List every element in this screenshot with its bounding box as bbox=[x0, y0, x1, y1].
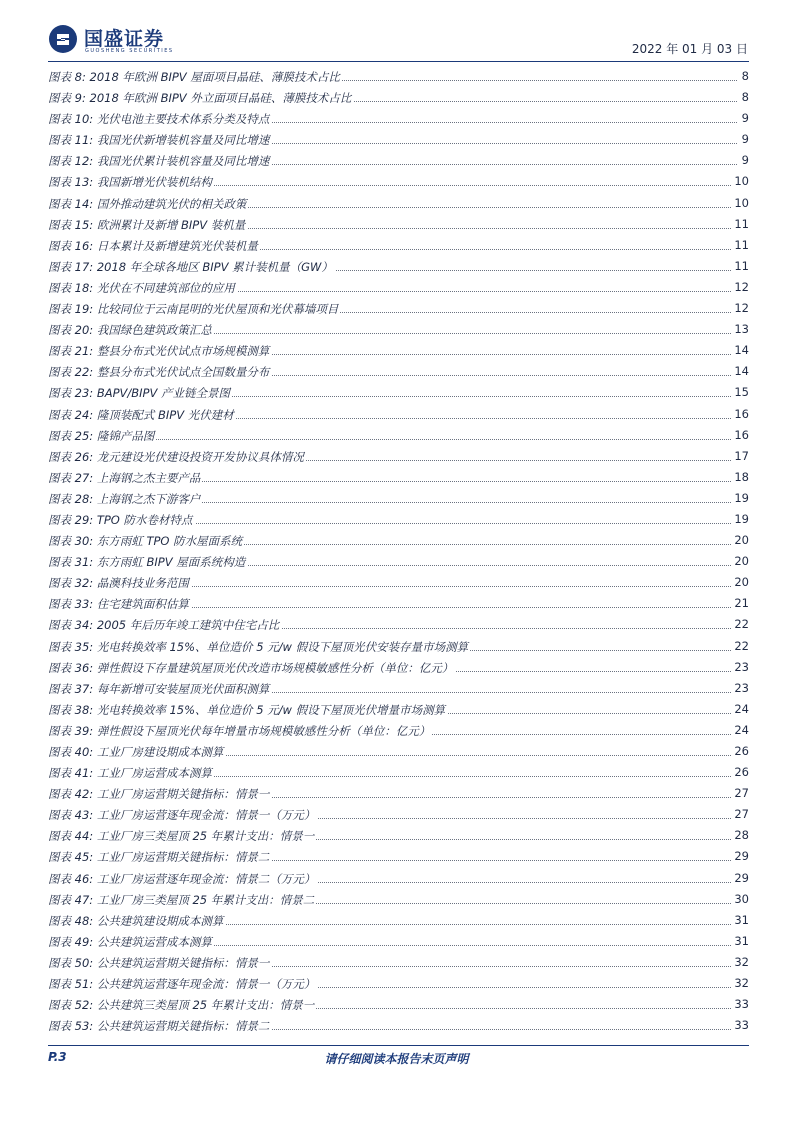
toc-entry-label: 图表 39: 弹性假设下屋顶光伏每年增量市场规模敏感性分析（单位：亿元） bbox=[48, 723, 431, 738]
toc-entry[interactable] bbox=[48, 149, 749, 170]
toc-entry-page: 20 bbox=[734, 554, 749, 569]
toc-entry-page: 23 bbox=[734, 659, 749, 674]
toc-entry[interactable] bbox=[48, 360, 749, 381]
toc-entry-label: 图表 27: 上海钢之杰主要产品 bbox=[48, 470, 201, 485]
toc-entry-page: 9 bbox=[741, 132, 749, 147]
toc-entry-page: 24 bbox=[734, 701, 749, 716]
toc-entry[interactable] bbox=[48, 255, 749, 276]
toc-entry[interactable] bbox=[48, 445, 749, 466]
toc-entry-page: 12 bbox=[734, 279, 749, 294]
toc-entry[interactable] bbox=[48, 888, 749, 909]
toc-entry-label: 图表 37: 每年新增可安装屋顶光伏面积测算 bbox=[48, 681, 270, 696]
toc-entry-page: 18 bbox=[734, 469, 749, 484]
brand-name: 国盛证券 bbox=[84, 28, 165, 50]
toc-entry[interactable] bbox=[48, 128, 749, 149]
toc-entry-label: 图表 35: 光电转换效率 15%、单位造价 5 元/w 假设下屋顶光伏安装存量市场测算 bbox=[48, 639, 469, 654]
footer-disclaimer: 请仔细阅读本报告末页声明 bbox=[324, 1052, 469, 1066]
toc-entry-page: 10 bbox=[734, 195, 749, 210]
toc-entry-page: 11 bbox=[734, 237, 749, 252]
header-divider bbox=[48, 61, 749, 62]
toc-entry-label: 图表 40: 工业厂房建设期成本测算 bbox=[48, 745, 224, 759]
toc-entry[interactable] bbox=[48, 86, 749, 107]
toc-entry-page: 9 bbox=[741, 111, 749, 126]
toc-entry-page: 14 bbox=[734, 364, 749, 379]
toc-entry[interactable] bbox=[48, 803, 749, 824]
toc-entry-page: 19 bbox=[734, 511, 749, 526]
toc-entry[interactable] bbox=[48, 719, 749, 740]
toc-entry-page: 33 bbox=[734, 997, 749, 1012]
toc-entry[interactable] bbox=[48, 867, 749, 888]
toc-entry[interactable] bbox=[48, 782, 749, 803]
toc-entry-label: 图表 20: 我国绿色建筑政策汇总 bbox=[48, 323, 212, 338]
brand-subtitle: GUOSHENG SECURITIES bbox=[85, 48, 174, 54]
toc-entry[interactable] bbox=[48, 635, 749, 656]
toc-entry-label: 图表 50: 公共建筑运营期关键指标：情景一 bbox=[48, 955, 270, 970]
toc-entry-label: 图表 46: 工业厂房运营逐年现金流：情景二（万元） bbox=[48, 871, 316, 886]
toc-entry-label: 图表 16: 日本累计及新增建筑光伏装机量 bbox=[48, 238, 258, 253]
toc-entry[interactable] bbox=[48, 761, 749, 782]
toc-entry-page: 32 bbox=[734, 954, 749, 969]
toc-entry[interactable] bbox=[48, 276, 749, 297]
toc-entry-page: 12 bbox=[734, 301, 749, 316]
toc-entry[interactable] bbox=[48, 845, 749, 866]
toc-entry-label: 图表 42: 工业厂房运营期关键指标：情景一 bbox=[48, 787, 270, 802]
toc-entry-page: 33 bbox=[734, 1018, 749, 1033]
toc-entry-label: 图表 44: 工业厂房三类屋顶 25 年累计支出：情景一 bbox=[48, 829, 315, 844]
toc-entry-page: 26 bbox=[734, 744, 749, 758]
toc-entry-label: 图表 10: 光伏电池主要技术体系分类及特点 bbox=[48, 112, 270, 127]
toc-entry-label: 图表 15: 欧洲累计及新增 BIPV 装机量 bbox=[48, 217, 246, 232]
toc-entry[interactable] bbox=[48, 1014, 749, 1035]
toc-entry-label: 图表 8: 2018 年欧洲 BIPV 屋面项目晶硅、薄膜技术占比 bbox=[48, 70, 340, 84]
toc-entry-label: 图表 29: TPO 防水卷材特点 bbox=[48, 512, 193, 527]
toc-entry[interactable] bbox=[48, 107, 749, 128]
toc-entry-page: 20 bbox=[734, 575, 749, 590]
toc-entry[interactable] bbox=[48, 297, 749, 318]
toc-entry-label: 图表 18: 光伏在不同建筑部位的应用 bbox=[48, 280, 235, 295]
toc-entry-label: 图表 22: 整县分布式光伏试点全国数量分布 bbox=[48, 365, 270, 380]
toc-entry-page: 8 bbox=[741, 69, 749, 83]
toc-entry-page: 11 bbox=[734, 216, 749, 231]
toc-entry-label: 图表 38: 光电转换效率 15%、单位造价 5 元/w 假设下屋顶光伏增量市场测算 bbox=[48, 702, 446, 717]
toc-entry[interactable] bbox=[48, 951, 749, 972]
toc-entry[interactable] bbox=[48, 192, 749, 213]
toc-entry-label: 图表 52: 公共建筑三类屋顶 25 年累计支出：情景一 bbox=[48, 998, 315, 1013]
toc-entry-label: 图表 31: 东方雨虹 BIPV 屋面系统构造 bbox=[48, 555, 246, 570]
toc-entry-label: 图表 24: 隆顶装配式 BIPV 光伏建材 bbox=[48, 407, 234, 422]
toc-entry-label: 图表 34: 2005 年后历年竣工建筑中住宅占比 bbox=[48, 618, 280, 633]
toc-entry-label: 图表 53: 公共建筑运营期关键指标：情景二 bbox=[48, 1019, 270, 1034]
toc-entry-label: 图表 21: 整县分布式光伏试点市场规模测算 bbox=[48, 344, 270, 359]
toc-entry-label: 图表 9: 2018 年欧洲 BIPV 外立面项目晶硅、薄膜技术占比 bbox=[48, 91, 352, 106]
toc-entry[interactable] bbox=[48, 972, 749, 993]
toc-entry[interactable] bbox=[48, 508, 749, 529]
toc-entry-label: 图表 13: 我国新增光伏装机结构 bbox=[48, 175, 212, 190]
toc-entry[interactable] bbox=[48, 424, 749, 445]
toc-entry-page: 28 bbox=[734, 828, 749, 843]
toc-entry[interactable] bbox=[48, 677, 749, 698]
page-number: P.3 bbox=[48, 1050, 67, 1064]
toc-entry[interactable] bbox=[48, 529, 749, 550]
toc-entry[interactable] bbox=[48, 656, 749, 677]
toc-entry-label: 图表 12: 我国光伏累计装机容量及同比增速 bbox=[48, 154, 270, 169]
toc-entry-page: 16 bbox=[734, 406, 749, 421]
toc-entry-page: 29 bbox=[734, 849, 749, 864]
toc-entry-page: 27 bbox=[734, 786, 749, 801]
toc-entry[interactable] bbox=[48, 213, 749, 234]
toc-entry-page: 31 bbox=[734, 912, 749, 927]
page-header bbox=[48, 22, 748, 62]
toc-entry[interactable] bbox=[48, 613, 749, 634]
toc-entry[interactable] bbox=[48, 930, 749, 951]
toc-entry-page: 24 bbox=[734, 722, 749, 737]
toc-entry[interactable] bbox=[48, 592, 749, 613]
toc-entry-page: 20 bbox=[734, 533, 749, 548]
toc-entry-label: 图表 43: 工业厂房运营逐年现金流：情景一（万元） bbox=[48, 808, 316, 823]
toc-entry-page: 13 bbox=[734, 322, 749, 337]
toc-entry[interactable] bbox=[48, 381, 749, 402]
toc-entry-page: 15 bbox=[734, 385, 749, 400]
toc-entry-label: 图表 48: 公共建筑建设期成本测算 bbox=[48, 913, 224, 928]
toc-entry-page: 27 bbox=[734, 807, 749, 822]
toc-entry-label: 图表 33: 住宅建筑面积估算 bbox=[48, 597, 189, 612]
toc-entry[interactable] bbox=[48, 993, 749, 1014]
toc-entry-label: 图表 36: 弹性假设下存量建筑屋顶光伏改造市场规模敏感性分析（单位：亿元） bbox=[48, 660, 454, 675]
toc-entry[interactable] bbox=[48, 170, 749, 191]
toc-entry-page: 23 bbox=[734, 680, 749, 695]
toc-entry[interactable] bbox=[48, 466, 749, 487]
toc-entry[interactable] bbox=[48, 550, 749, 571]
toc-entry-label: 图表 19: 比较同位于云南昆明的光伏屋顶和光伏幕墙项目 bbox=[48, 302, 339, 317]
toc-entry-label: 图表 51: 公共建筑运营逐年现金流：情景一（万元） bbox=[48, 977, 316, 992]
toc-entry-label: 图表 49: 公共建筑运营成本测算 bbox=[48, 934, 212, 949]
toc-entry-page: 9 bbox=[741, 153, 749, 168]
toc-entry-label: 图表 32: 晶澳科技业务范围 bbox=[48, 576, 189, 591]
toc-entry[interactable] bbox=[48, 824, 749, 845]
toc-entry-page: 17 bbox=[734, 448, 749, 463]
toc-entry[interactable] bbox=[48, 909, 749, 930]
toc-entry-page: 29 bbox=[734, 870, 749, 885]
toc-entry[interactable] bbox=[48, 65, 749, 86]
toc-entry[interactable] bbox=[48, 487, 749, 508]
report-date: 2022 年 01 月 03 日 bbox=[631, 42, 748, 56]
toc-entry-page: 10 bbox=[734, 174, 749, 189]
toc-entry-page: 22 bbox=[734, 617, 749, 632]
toc-entry-label: 图表 45: 工业厂房运营期关键指标：情景二 bbox=[48, 850, 270, 865]
toc-entry-label: 图表 11: 我国光伏新增装机容量及同比增速 bbox=[48, 133, 270, 148]
toc-entry-label: 图表 28: 上海钢之杰下游客户 bbox=[48, 491, 201, 506]
toc-entry-page: 19 bbox=[734, 490, 749, 505]
toc-entry-page: 30 bbox=[734, 891, 749, 906]
toc-entry-label: 图表 41: 工业厂房运营成本测算 bbox=[48, 766, 212, 781]
toc-entry-label: 图表 14: 国外推动建筑光伏的相关政策 bbox=[48, 196, 247, 211]
toc-entry-page: 26 bbox=[734, 765, 749, 780]
toc-entry-page: 16 bbox=[734, 427, 749, 442]
toc-entry-label: 图表 30: 东方雨虹 TPO 防水屋面系统 bbox=[48, 534, 243, 549]
guosheng-logo-icon bbox=[48, 24, 78, 54]
toc-entry[interactable] bbox=[48, 698, 749, 719]
toc-entry-label: 图表 23: BAPV/BIPV 产业链全景图 bbox=[48, 386, 230, 401]
toc-entry-page: 8 bbox=[741, 90, 749, 105]
toc-entry[interactable] bbox=[48, 318, 749, 339]
toc-entry-page: 32 bbox=[734, 976, 749, 991]
toc-entry-page: 14 bbox=[734, 343, 749, 358]
toc-entry[interactable] bbox=[48, 403, 749, 424]
toc-entry[interactable] bbox=[48, 339, 749, 360]
toc-entry-label: 图表 25: 隆锦产品图 bbox=[48, 428, 155, 443]
toc-entry-label: 图表 17: 2018 年全球各地区 BIPV 累计装机量（GW） bbox=[48, 259, 333, 274]
toc-entry-page: 11 bbox=[734, 258, 749, 273]
toc-entry-page: 21 bbox=[734, 596, 749, 611]
toc-entry[interactable] bbox=[48, 740, 749, 761]
toc-entry[interactable] bbox=[48, 234, 749, 255]
toc-entry-label: 图表 47: 工业厂房三类屋顶 25 年累计支出：情景二 bbox=[48, 892, 315, 907]
toc-entry-label: 图表 26: 龙元建设光伏建设投资开发协议具体情况 bbox=[48, 449, 304, 464]
footer-divider bbox=[48, 1045, 749, 1046]
figure-index-list bbox=[48, 65, 749, 1035]
toc-entry-page: 22 bbox=[734, 638, 749, 653]
toc-entry-page: 31 bbox=[734, 933, 749, 948]
toc-entry[interactable] bbox=[48, 571, 749, 592]
